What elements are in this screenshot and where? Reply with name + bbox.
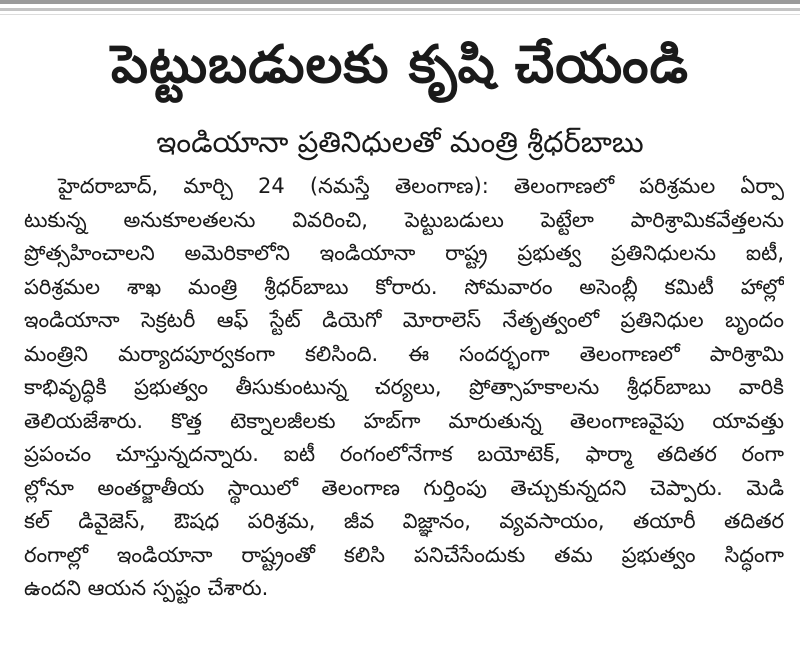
body-line: రంగాల్లో ఇండియానా రాష్ట్రంతో కలిసి పనిచేసేందుకు తమ ప్రభుత్వం సిద్ధంగా bbox=[24, 542, 784, 567]
body-line: హైదరాబాద్, మార్చి 24 (నమస్తే తెలంగాణ): తెలంగాణలో పరిశ్రమల ఏర్పా bbox=[58, 174, 784, 198]
top-rule bbox=[0, 0, 800, 4]
top-rule-secondary bbox=[0, 8, 800, 11]
body-line: ఉందని ఆయన స్పష్టం చేశారు. bbox=[24, 576, 269, 600]
body-line: ప్రపంచం చూస్తున్నదన్నారు. ఐటీ రంగంలోనేగాక బయోటెక్, ఫార్మా తదితర రంగా bbox=[24, 442, 784, 466]
body-line: ల్లోనూ అంతర్జాతీయ స్థాయిలో తెలంగాణ గుర్తింపు తెచ్చుకున్నదని చెప్పారు. మెడి bbox=[24, 475, 784, 500]
body-line: టుకున్న అనుకూలతలను వివరించి, పెట్టుబడులు పెట్టేలా పారిశ్రామికవేత్తలను bbox=[24, 207, 784, 232]
body-line: తెలియజేశారు. కొత్త టెక్నాలజీలకు హబ్‌గా మారుతున్న తెలంగాణవైపు యావత్తు bbox=[24, 408, 784, 433]
body-line: పరిశ్రమల శాఖ మంత్రి శ్రీధర్‌బాబు కోరారు. సోమవారం అసెంబ్లీ కమిటీ హాల్లో bbox=[24, 274, 784, 299]
body-line: కాభివృద్ధికి ప్రభుత్వం తీసుకుంటున్న చర్యలు, ప్రోత్సాహకాలను శ్రీధర్‌బాబు వారికి bbox=[24, 375, 784, 399]
body-line: మంత్రిని మర్యాదపూర్వకంగా కలిసింది. ఈ సందర్భంగా తెలంగాణలో పారిశ్రామి bbox=[24, 341, 784, 366]
headline: పెట్టుబడులకు కృషి చేయండి bbox=[110, 35, 690, 95]
top-rule-tertiary bbox=[0, 14, 800, 15]
body-line: ఇండియానా సెక్రటరీ ఆఫ్ స్టేట్ డియెగో మోరాలెస్ నేతృత్వంలో ప్రతినిధుల బృందం bbox=[24, 308, 784, 332]
article-body bbox=[24, 170, 784, 606]
body-line: కల్ డివైజెస్, ఔషధ పరిశ్రమ, జీవ విజ్ఞానం, వ్యవసాయం, తయారీ తదితర bbox=[24, 509, 784, 533]
body-line: ప్రోత్సహించాలని అమెరికాలోని ఇండియానా రాష్ట్ర ప్రభుత్వ ప్రతినిధులను ఐటీ, bbox=[24, 241, 784, 265]
subheadline: ఇండియానా ప్రతినిధులతో మంత్రి శ్రీధర్‌బాబు bbox=[156, 125, 644, 159]
